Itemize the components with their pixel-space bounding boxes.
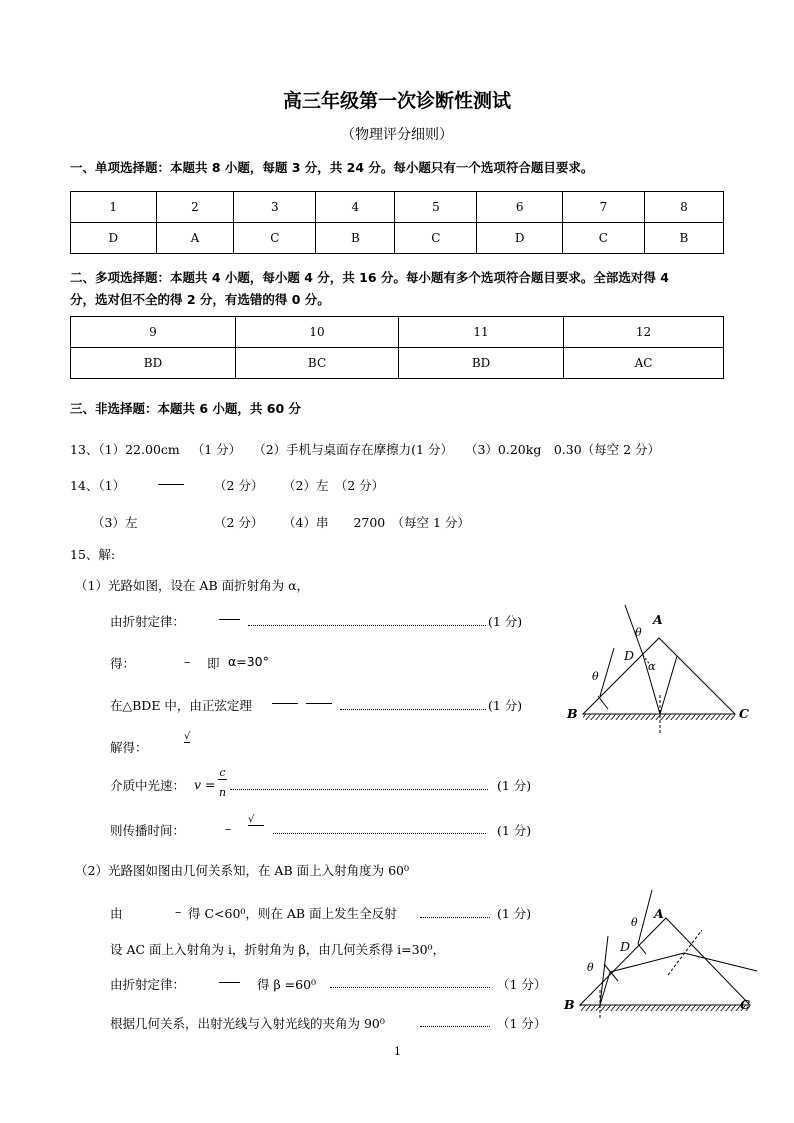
- text-line: 在△BDE 中，由正弦定理: [110, 698, 252, 713]
- table-cell: 7: [562, 192, 644, 223]
- q15-part2-intro: （2）光路图如图由几何关系知，在 AB 面上入射角度为 60⁰: [75, 863, 410, 878]
- table-cell: C: [395, 223, 477, 254]
- table-cell: 5: [395, 192, 477, 223]
- score: （1 分）: [497, 977, 547, 992]
- minus-sign: –: [175, 904, 182, 919]
- table-cell: 11: [399, 317, 564, 348]
- section2-heading-line1: 二、多项选择题：本题共 4 小题，每小题 4 分，共 16 分。每小题有多个选项符合题目要求。全部选对得 4: [70, 270, 669, 285]
- table-cell: 3: [234, 192, 316, 223]
- table-cell: C: [562, 223, 644, 254]
- q14-part2: （2）左 （2 分）: [283, 478, 385, 493]
- label-b: B: [564, 997, 575, 1012]
- label-theta: θ: [587, 961, 594, 974]
- page-subtitle: （物理评分细则）: [341, 127, 453, 143]
- table-row: [71, 348, 724, 379]
- table-row: [71, 223, 724, 254]
- answer-table-2: [70, 316, 724, 379]
- minus-sign: –: [225, 821, 232, 836]
- fraction-bar: [272, 703, 298, 704]
- formula-v: v =: [194, 777, 216, 792]
- fraction-bar: [158, 484, 184, 485]
- leader-dots: [420, 1025, 490, 1027]
- leader-dots: [248, 624, 486, 626]
- section1-heading: 一、单项选择题：本题共 8 小题，每题 3 分，共 24 分。每小题只有一个选项符合题目要求。: [70, 160, 594, 175]
- q13-score1: （1 分）: [191, 442, 242, 457]
- q13-line: [70, 440, 660, 458]
- leader-dots: [273, 832, 486, 834]
- q13-part1: 13、（1）22.00cm: [70, 442, 180, 457]
- table-cell: 12: [564, 317, 724, 348]
- minus-sign: –: [184, 654, 191, 669]
- table-cell: BD: [399, 348, 564, 379]
- section2-heading-line2: 分，选对但不全的得 2 分，有选错的得 0 分。: [70, 292, 330, 307]
- table-cell: 6: [477, 192, 563, 223]
- q13-part3: （3）0.20kg 0.30（每空 2 分）: [464, 442, 661, 457]
- table-cell: A: [156, 223, 234, 254]
- text-line: 介质中光速：: [110, 778, 186, 793]
- text-line: 得 β =60⁰: [257, 977, 317, 992]
- score: (1 分): [488, 698, 523, 713]
- table-cell: D: [71, 223, 157, 254]
- text-line: 由: [110, 906, 123, 921]
- leader-dots: [330, 986, 490, 988]
- fraction-bar: [306, 703, 332, 704]
- text-line: 则传播时间：: [110, 823, 186, 838]
- section3-heading: 三、非选择题：本题共 6 小题，共 60 分: [70, 401, 302, 416]
- text-line: 设 AC 面上入射角为 i，折射角为 β，由几何关系得 i=30⁰，: [110, 942, 446, 957]
- label-a: A: [654, 906, 664, 921]
- label-c: C: [739, 706, 749, 721]
- formula-c: c: [219, 766, 226, 779]
- score: （1 分）: [497, 1016, 547, 1031]
- label-alpha: α: [648, 660, 656, 673]
- text-line: 即: [207, 656, 220, 671]
- q15-label: 15、解:: [70, 547, 116, 562]
- light-path-diagram-2: [560, 880, 760, 1020]
- table-cell: D: [477, 223, 563, 254]
- table-cell: 8: [644, 192, 723, 223]
- score: (1 分): [497, 778, 532, 793]
- label-theta: θ: [592, 670, 599, 683]
- table-cell: 2: [156, 192, 234, 223]
- table-cell: 10: [235, 317, 398, 348]
- label-d: D: [620, 939, 631, 954]
- label-c: C: [740, 997, 750, 1012]
- page-number: 1: [394, 1045, 401, 1058]
- q14-part3: （3）左: [92, 515, 138, 530]
- sqrt-fraction: √: [248, 814, 264, 826]
- text-line: 解得：: [110, 740, 148, 755]
- leader-dots: [420, 916, 490, 918]
- text-line: 由折射定律：: [110, 977, 186, 992]
- q15-part1-intro: （1）光路如图，设在 AB 面折射角为 α，: [75, 578, 310, 593]
- fraction-bar: [219, 982, 240, 983]
- q14-part4: （4）串 2700 （每空 1 分）: [283, 515, 470, 530]
- score: (1 分): [497, 823, 532, 838]
- text-line: 由折射定律：: [110, 614, 186, 629]
- table-cell: BC: [235, 348, 398, 379]
- q14-score3: （2 分）: [214, 515, 264, 530]
- page-title: 高三年级第一次诊断性测试: [282, 90, 511, 112]
- table-cell: 1: [71, 192, 157, 223]
- table-cell: 9: [71, 317, 236, 348]
- q14-score1: （2 分）: [214, 478, 264, 493]
- table-cell: B: [316, 223, 395, 254]
- q13-part2: （2）手机与桌面存在摩擦力(1 分）: [253, 442, 453, 457]
- label-a: A: [653, 612, 663, 627]
- formula-n: n: [218, 786, 227, 799]
- table-cell: BD: [71, 348, 236, 379]
- table-cell: B: [644, 223, 723, 254]
- label-b: B: [567, 706, 578, 721]
- table-cell: AC: [564, 348, 724, 379]
- sqrt-fraction: √: [184, 731, 191, 742]
- q14-part1: 14、（1）: [70, 478, 126, 493]
- table-row: [71, 192, 724, 223]
- fraction-bar: [219, 619, 240, 620]
- label-theta: θ: [635, 626, 642, 639]
- score: (1 分): [497, 906, 532, 921]
- table-cell: 4: [316, 192, 395, 223]
- answer-table-1: [70, 191, 724, 254]
- leader-dots: [230, 788, 488, 790]
- leader-dots: [340, 708, 486, 710]
- text-line: 根据几何关系，出射光线与入射光线的夹角为 90⁰: [110, 1016, 385, 1031]
- label-theta: θ: [631, 916, 638, 929]
- text-line: 得 C<60⁰，则在 AB 面上发生全反射: [188, 906, 397, 921]
- table-cell: C: [234, 223, 316, 254]
- label-d: D: [624, 648, 635, 663]
- score: (1 分): [488, 614, 523, 629]
- table-row: [71, 317, 724, 348]
- text-line: 得：: [110, 656, 136, 671]
- text-line: α=30°: [228, 654, 269, 669]
